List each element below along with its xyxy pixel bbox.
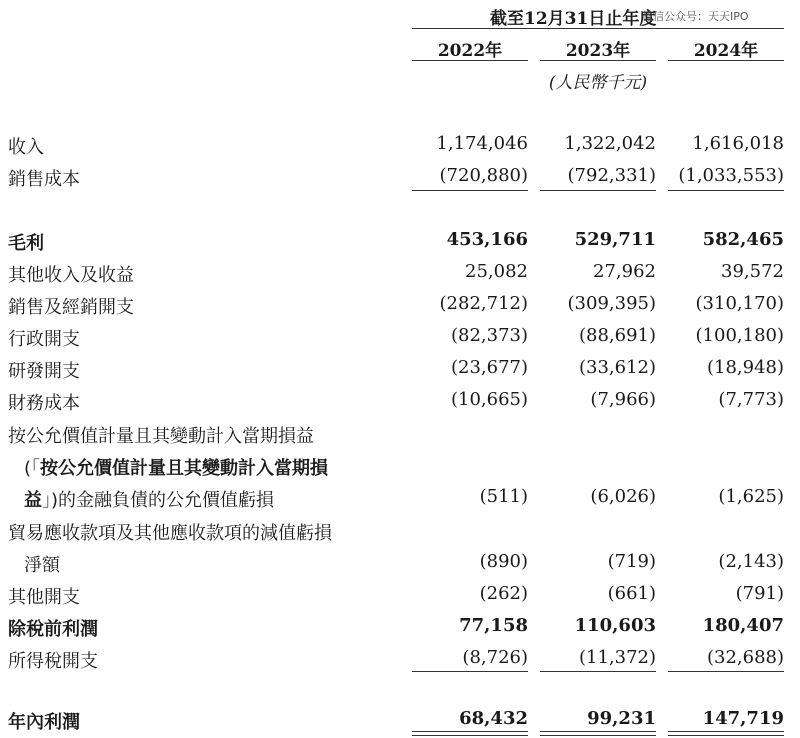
row-label: (「按公允價值計量且其變動計入當期損	[24, 458, 329, 479]
unit-label: (人民幣千元)	[548, 73, 648, 93]
value-2022: (8,726)	[462, 647, 528, 668]
value-2024: (791)	[735, 583, 784, 604]
value-2023: (309,395)	[567, 293, 656, 314]
value-2023: (11,372)	[578, 647, 656, 668]
value-2022: 453,166	[446, 229, 528, 250]
row-label: 其他收入及收益	[8, 265, 134, 286]
value-2024: (1,625)	[718, 486, 784, 507]
value-2023: 99,231	[587, 708, 656, 729]
value-2024: 1,616,018	[692, 133, 784, 154]
value-2024: (100,180)	[695, 325, 784, 346]
year-rule-2023	[540, 60, 656, 61]
table-row-fvtpl-line3	[0, 484, 800, 514]
value-2022: (10,665)	[450, 389, 528, 410]
value-2023: 110,603	[574, 615, 656, 636]
table-row-other-income	[0, 259, 800, 289]
value-2022: 77,158	[459, 615, 528, 636]
value-2023: (792,331)	[567, 165, 656, 186]
subtotal-rule	[412, 190, 528, 191]
value-2023: 529,711	[574, 229, 656, 250]
row-label: 銷售成本	[8, 169, 80, 190]
value-2024: 39,572	[721, 261, 784, 282]
row-label: 貿易應收款項及其他應收款項的減值虧損	[8, 523, 332, 544]
value-2022: (890)	[479, 551, 528, 572]
row-label: 銷售及經銷開支	[8, 297, 134, 318]
table-row-admin-expenses	[0, 323, 800, 353]
row-label: 年內利潤	[8, 712, 80, 733]
table-row-gross-profit	[0, 227, 800, 257]
value-2023: (719)	[607, 551, 656, 572]
value-2022: 25,082	[465, 261, 528, 282]
subtotal-rule	[668, 671, 784, 672]
table-row-finance-costs	[0, 387, 800, 417]
year-rule-2024	[668, 60, 784, 61]
table-row-rd-expenses	[0, 355, 800, 385]
subtotal-rule	[540, 190, 656, 191]
table-row-impairment-line1	[0, 517, 800, 547]
value-2022: (23,677)	[450, 357, 528, 378]
period-header: 截至12月31日止年度	[490, 9, 657, 29]
value-2024: (18,948)	[706, 357, 784, 378]
table-row-fvtpl-line2	[0, 452, 800, 482]
year-2023: 2023年	[565, 41, 631, 61]
row-label: 財務成本	[8, 393, 80, 414]
row-label: 按公允價值計量且其變動計入當期損益	[8, 426, 314, 447]
row-label: 行政開支	[8, 329, 80, 350]
value-2022: (262)	[479, 583, 528, 604]
table-row-selling-expenses	[0, 291, 800, 321]
value-2022: 1,174,046	[436, 133, 528, 154]
value-2024: (7,773)	[718, 389, 784, 410]
value-2024: (310,170)	[695, 293, 784, 314]
subtotal-rule	[540, 671, 656, 672]
row-label: 所得稅開支	[8, 651, 98, 672]
value-2024: 180,407	[702, 615, 784, 636]
row-label: 毛利	[8, 233, 44, 254]
table-row-impairment-line2	[0, 549, 800, 579]
subtotal-rule	[412, 671, 528, 672]
value-2022: 68,432	[459, 708, 528, 729]
value-2024: 582,465	[702, 229, 784, 250]
subtotal-rule	[668, 190, 784, 191]
value-2023: (6,026)	[590, 486, 656, 507]
table-row-revenue	[0, 131, 800, 161]
value-2024: (1,033,553)	[678, 165, 784, 186]
value-2024: (2,143)	[718, 551, 784, 572]
watermark: 微信公众号：天天IPO	[642, 10, 749, 23]
table-row-fvtpl-line1	[0, 420, 800, 450]
value-2022: (82,373)	[450, 325, 528, 346]
row-label: 研發開支	[8, 361, 80, 382]
value-2023: (33,612)	[578, 357, 656, 378]
total-double-rule	[540, 731, 656, 736]
row-label: 除稅前利潤	[8, 619, 98, 640]
total-double-rule	[668, 731, 784, 736]
row-label: 收入	[8, 137, 44, 158]
period-rule	[412, 28, 784, 29]
value-2023: (661)	[607, 583, 656, 604]
value-2022: (720,880)	[439, 165, 528, 186]
value-2023: 27,962	[593, 261, 656, 282]
year-2022: 2022年	[437, 41, 503, 61]
value-2024: (32,688)	[706, 647, 784, 668]
row-label: 其他開支	[8, 587, 80, 608]
row-label: 淨額	[24, 555, 60, 576]
value-2023: (88,691)	[578, 325, 656, 346]
value-2023: 1,322,042	[564, 133, 656, 154]
value-2024: 147,719	[702, 708, 784, 729]
value-2023: (7,966)	[590, 389, 656, 410]
total-double-rule	[412, 731, 528, 736]
year-rule-2022	[412, 60, 528, 61]
table-row-cost-of-sales	[0, 163, 800, 193]
row-label: 益」)的金融負債的公允價值虧損	[24, 490, 275, 511]
table-row-profit-before-tax	[0, 613, 800, 643]
value-2022: (511)	[479, 486, 528, 507]
table-row-other-expenses	[0, 581, 800, 611]
value-2022: (282,712)	[439, 293, 528, 314]
year-2024: 2024年	[693, 41, 759, 61]
